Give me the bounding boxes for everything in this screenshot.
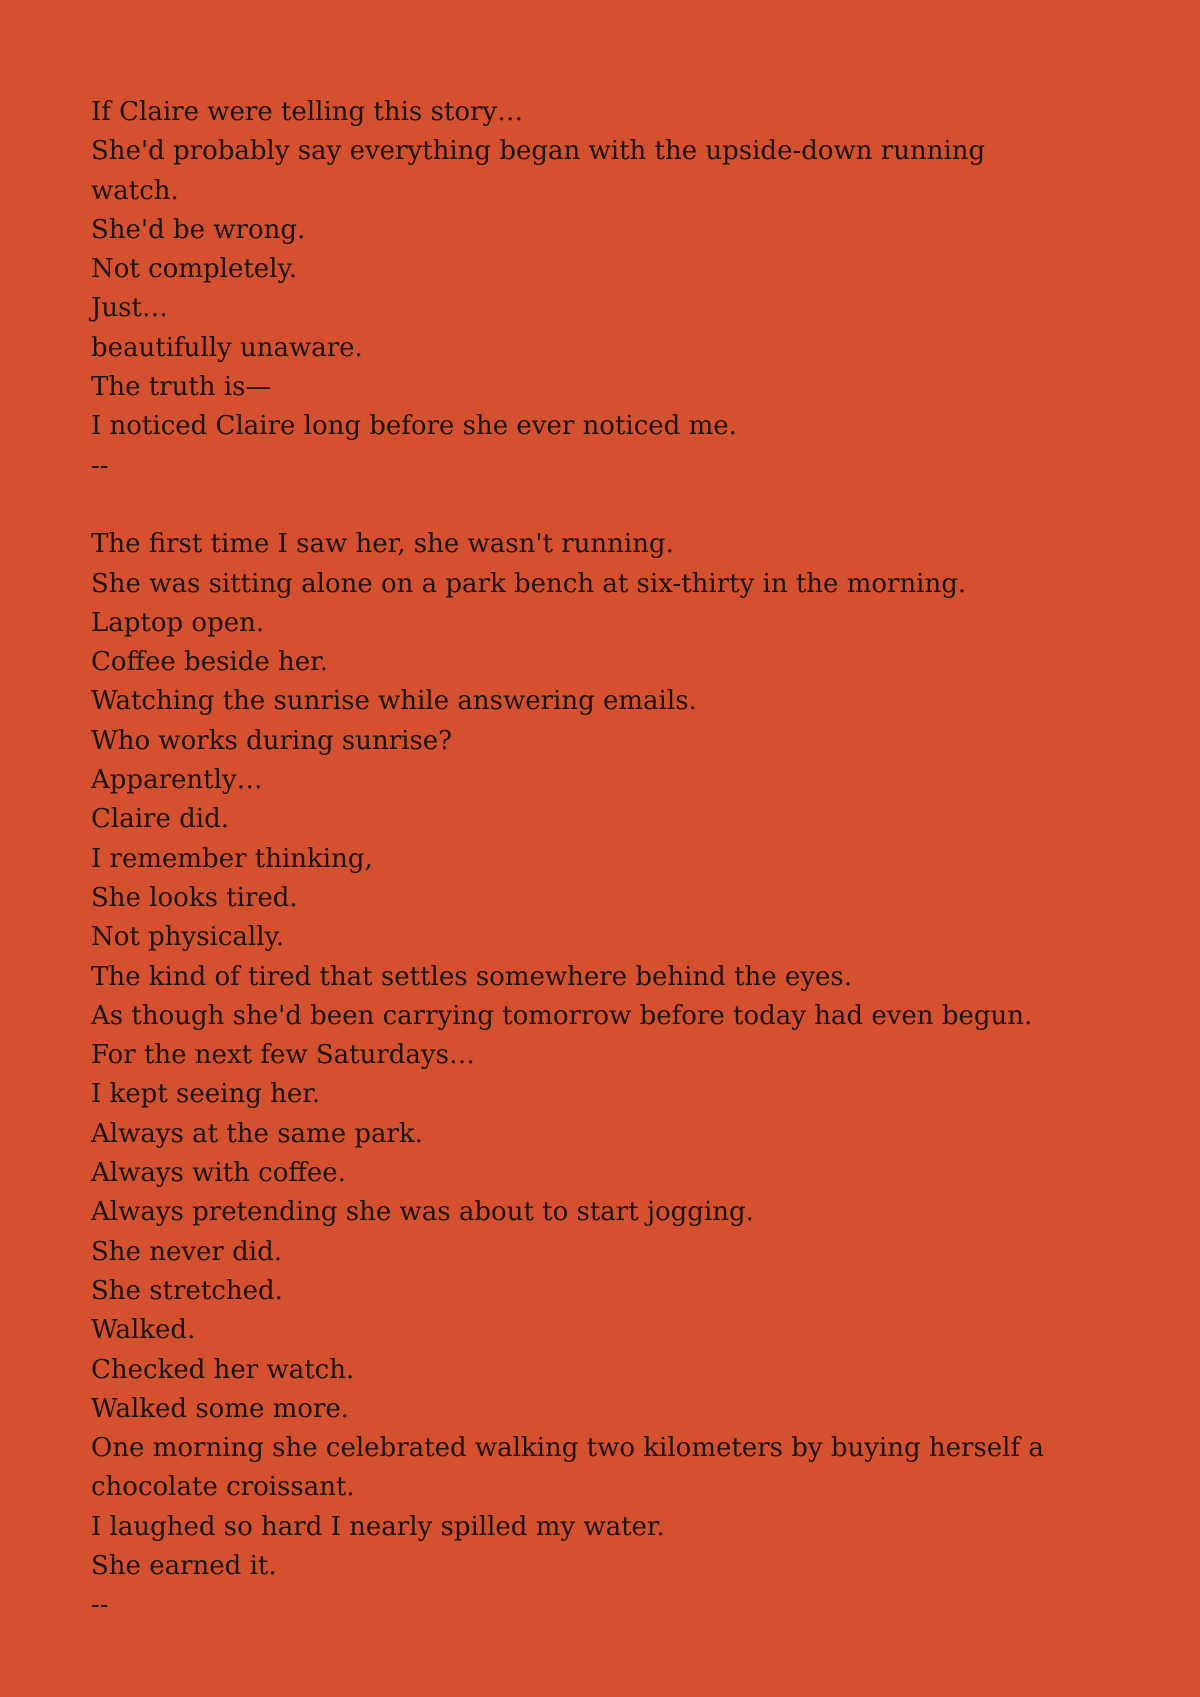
- text-line: Always at the same park.: [91, 1118, 423, 1149]
- text-line: She looks tired.: [91, 882, 298, 913]
- text-line: Not physically.: [91, 922, 285, 953]
- text-line: I remember thinking,: [91, 843, 373, 874]
- section-divider: --: [91, 450, 109, 481]
- text-line: She'd probably say everything began with the upside-down running: [91, 136, 986, 167]
- text-line: Walked.: [91, 1315, 196, 1346]
- text-line: She earned it.: [91, 1550, 277, 1581]
- text-line: Checked her watch.: [91, 1354, 355, 1385]
- text-line: She'd be wrong.: [91, 214, 306, 245]
- text-line: Always pretending she was about to start jogging.: [91, 1197, 754, 1228]
- text-line: She never did.: [91, 1236, 282, 1267]
- text-line: For the next few Saturdays…: [91, 1040, 475, 1071]
- text-line: As though she'd been carrying tomorrow before today had even begun.: [91, 1000, 1033, 1031]
- text-line: Watching the sunrise while answering emails.: [91, 686, 697, 717]
- text-line: Just…: [91, 293, 168, 324]
- text-line: The truth is—: [91, 372, 272, 403]
- text-line: She stretched.: [91, 1275, 283, 1306]
- text-line: Claire did.: [91, 804, 229, 835]
- text-line: Who works during sunrise?: [91, 725, 453, 756]
- text-line: beautifully unaware.: [91, 332, 363, 363]
- text-line: The kind of tired that settles somewhere behind the eyes.: [91, 961, 852, 992]
- text-line: One morning she celebrated walking two kilometers by buying herself a: [91, 1433, 1044, 1464]
- text-line: Apparently…: [91, 765, 263, 796]
- section-1: [91, 93, 1091, 486]
- text-line: watch.: [91, 175, 179, 206]
- text-line: If Claire were telling this story…: [91, 97, 524, 127]
- story-text: [91, 93, 1091, 1626]
- text-line: chocolate croissant.: [91, 1472, 355, 1503]
- text-line: I noticed Claire long before she ever noticed me.: [91, 411, 737, 442]
- text-line: Always with coffee.: [91, 1158, 346, 1189]
- text-line: Laptop open.: [91, 607, 265, 638]
- section-divider: --: [91, 1590, 109, 1621]
- text-line: Coffee beside her.: [91, 647, 329, 678]
- text-line: Not completely.: [91, 254, 297, 285]
- text-line: Walked some more.: [91, 1393, 350, 1424]
- text-line: The first time I saw her, she wasn't running.: [91, 529, 674, 560]
- blank-line: [91, 486, 1091, 525]
- text-line: I laughed so hard I nearly spilled my water.: [91, 1511, 665, 1542]
- text-line: She was sitting alone on a park bench at six-thirty in the morning.: [91, 568, 967, 599]
- text-line: I kept seeing her.: [91, 1079, 321, 1110]
- section-2: [91, 525, 1091, 1625]
